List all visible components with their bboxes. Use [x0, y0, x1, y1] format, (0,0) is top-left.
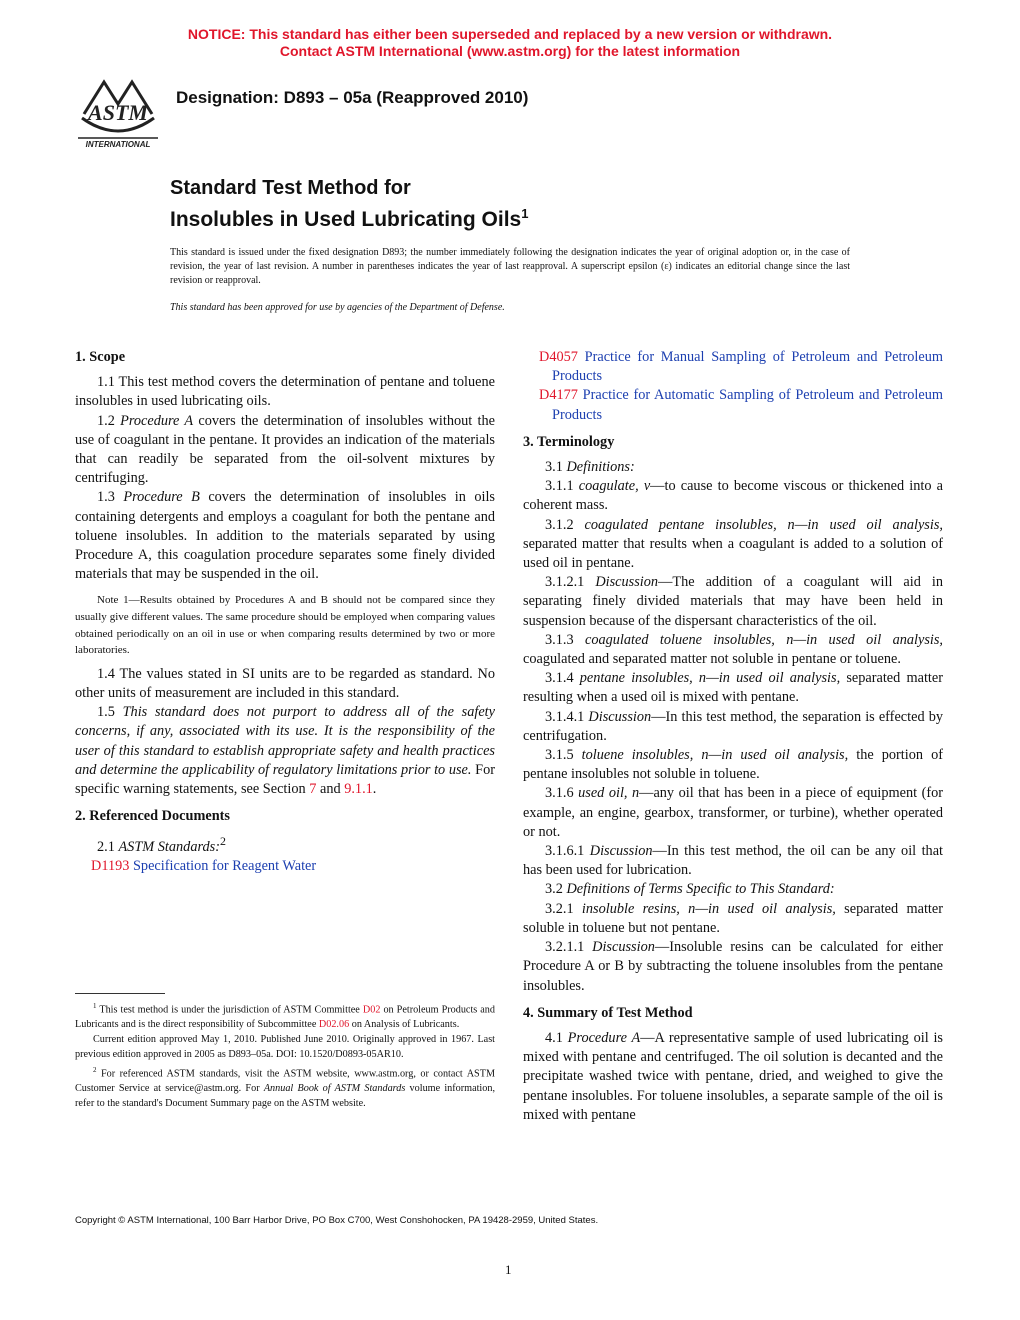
- footnote-1: [75, 999, 495, 1033]
- para-3-1-1: [523, 477, 943, 515]
- para-3-1-5: [523, 746, 943, 784]
- num: 3.1.5: [545, 747, 582, 764]
- para-3-1-2: [523, 516, 943, 574]
- ref-code[interactable]: D4057: [539, 349, 578, 365]
- logo-subtext: INTERNATIONAL: [85, 140, 151, 149]
- em: Procedure B: [123, 489, 200, 506]
- em: coagulate, v: [578, 478, 651, 495]
- num: 3.1.4.1: [545, 708, 589, 725]
- notice-line-2: Contact ASTM International (www.astm.org) for the latest information: [279, 43, 741, 59]
- para-1-1: 1.1 This test method covers the determination of pentane and toluene insolubles in used lubricating oils.: [75, 374, 495, 410]
- text: separated matter that results when a coagulant is added to a solution of used oil in pentane.: [523, 535, 943, 572]
- num: 2.1: [97, 839, 119, 856]
- para-4-1: [523, 1029, 943, 1125]
- text: —A representative sample of used lubricating oil is mixed with pentane and centrifuged. The oil solution is decanted and the precipitate washed twice with pentane, dried, and weighed to give the pentane insolubles. For toluene insolubles, a separate sample of the oil is mixed with pentane: [523, 1029, 943, 1123]
- text: on Analysis of Lubricants.: [349, 1019, 460, 1031]
- reference-d1193[interactable]: [75, 857, 495, 876]
- text: For specific warning statements, see Section: [75, 761, 495, 798]
- fn-mark: 1: [93, 1002, 97, 1010]
- astm-logo-icon: [74, 74, 162, 150]
- num: 1.5: [97, 704, 123, 721]
- para-3-1-6: [523, 784, 943, 842]
- withdrawn-notice: [0, 26, 1020, 60]
- em: Definitions:: [566, 459, 635, 476]
- footnote-1-edition: Current edition approved May 1, 2010. Published June 2010. Originally approved in 1967. Last previous edition approved in 2005 as D893–05a. DOI: 10.1520/D0893-05AR10.: [75, 1033, 495, 1060]
- em: Discussion: [588, 708, 652, 725]
- right-column: [523, 348, 943, 1125]
- para-3-2: [523, 880, 943, 899]
- em: Discussion: [592, 939, 655, 956]
- section-9-1-1-link[interactable]: 9.1.1: [344, 781, 373, 798]
- footnote-2-ref[interactable]: 2: [220, 834, 226, 849]
- para-1-2: [75, 412, 495, 489]
- referenced-documents-heading: 2. Referenced Documents: [75, 808, 230, 825]
- text: and: [316, 781, 345, 798]
- text: separated matter soluble in toluene but not pentane.: [523, 900, 943, 936]
- copyright: Copyright © ASTM International, 100 Barr Harbor Drive, PO Box C700, West Conshohocken, PA 19428-2959, United States.: [75, 1215, 599, 1226]
- title-line-1: Standard Test Method for: [170, 177, 411, 199]
- em: used oil, n: [578, 785, 640, 802]
- text: —to cause to become viscous or thickened into a coherent mass.: [523, 478, 943, 514]
- title-line-2-text: Insolubles in Used Lubricating Oils: [170, 208, 522, 231]
- em: Definitions of Terms Specific to This Standard:: [566, 881, 835, 898]
- logo-letters: ASTM: [88, 100, 148, 125]
- document-title: [170, 176, 528, 232]
- para-3-1: [523, 458, 943, 477]
- ref-title[interactable]: Practice for Automatic Sampling of Petroleum and Petroleum Products: [552, 387, 943, 423]
- num: 1.2: [97, 412, 121, 429]
- text: volume information, refer to the standard's Document Summary page on the ASTM website.: [75, 1082, 495, 1109]
- text: —The addition of a coagulant will aid in separating finely divided materials that may have been held in suspension because of the dispersant characteristics of the oil.: [523, 574, 944, 629]
- para-3-1-6-1: [523, 842, 943, 880]
- para-2-1: [75, 832, 495, 857]
- num: 3.1.6.1: [545, 843, 590, 860]
- text: on Petroleum Products and Lubricants and is the direct responsibility of Subcommittee: [75, 1004, 495, 1031]
- num: 3.1.3: [545, 631, 585, 648]
- num: 3.1: [545, 459, 567, 476]
- text: separated matter resulting when a used oil is mixed with pentane.: [523, 670, 943, 706]
- text: coagulated and separated matter not soluble in pentane or toluene.: [523, 651, 901, 668]
- para-3-2-1-1: [523, 938, 943, 996]
- ref-code[interactable]: D1193: [91, 858, 130, 875]
- em: insoluble resins, n—in used oil analysis,: [581, 900, 836, 917]
- terminology-heading: 3. Terminology: [523, 433, 615, 450]
- title-footnote-ref[interactable]: 1: [521, 206, 529, 221]
- num: 1.3: [97, 489, 124, 506]
- num: 3.1.2: [545, 516, 585, 533]
- num: 3.2: [545, 881, 567, 898]
- em: Procedure A: [120, 412, 194, 429]
- text: —any oil that has been in a piece of equipment (for example, an engine, gearbox, transformer, or turbine), whether operated or not.: [523, 785, 944, 840]
- text: —In this test method, the oil can be any oil that has been used for lubrication.: [523, 843, 944, 879]
- ref-title[interactable]: Specification for Reagent Water: [129, 858, 317, 875]
- num: 3.2.1: [545, 900, 582, 917]
- ref-title[interactable]: Practice for Manual Sampling of Petroleum and Petroleum Products: [552, 349, 943, 385]
- em: Discussion: [589, 843, 653, 860]
- issue-statement: This standard is issued under the fixed designation D893; the number immediately following the designation indicates the year of original adoption or, in the case of revision, the year of last revision. A number in parentheses indicates the year of last reapproval. A superscript epsilon (ε) indicates an editorial change since the last revision or reapproval.: [170, 247, 850, 286]
- em: Procedure A: [567, 1029, 641, 1046]
- em: coagulated pentane insolubles, n—in used oil analysis,: [584, 516, 943, 533]
- em: ASTM Standards:: [118, 839, 220, 856]
- reference-d4057[interactable]: [523, 348, 943, 386]
- para-3-1-2-1: [523, 573, 943, 631]
- num: 4.1: [545, 1029, 568, 1046]
- para-3-2-1: [523, 900, 943, 938]
- num: 3.1.4: [545, 670, 580, 687]
- num: 3.1.2.1: [545, 574, 596, 591]
- fn-mark: 2: [93, 1065, 97, 1074]
- subcommittee-d02-06-link[interactable]: D02.06: [318, 1019, 350, 1031]
- scope-heading: 1. Scope: [75, 349, 126, 365]
- em: pentane insolubles, n—in used oil analysis,: [579, 670, 841, 687]
- page-number: 1: [505, 1262, 512, 1277]
- para-1-4: 1.4 The values stated in SI units are to be regarded as standard. No other units of measurement are included in this standard.: [75, 665, 495, 702]
- section-7-link[interactable]: 7: [309, 781, 317, 798]
- summary-heading: 4. Summary of Test Method: [523, 1004, 693, 1021]
- para-3-1-3: [523, 631, 943, 669]
- text: .: [372, 781, 377, 798]
- text: —Insoluble resins can be calculated for either Procedure A or B by subtracting the toluene insolubles from the pentane insolubles.: [523, 939, 944, 994]
- em: Discussion: [595, 574, 659, 591]
- num: 3.1.1: [545, 478, 579, 495]
- text: covers the determination of insolubles in oils containing detergents and employs a coagulant for both the pentane and toluene insolubles. In addition to the materials separated by using Procedure A, this coagulation procedure separates some finely divided materials that may be suspended in the oil.: [75, 489, 495, 583]
- em: Annual Book of ASTM Standards: [263, 1082, 406, 1094]
- notice-line-1: NOTICE: This standard has either been superseded and replaced by a new version or withdrawn.: [187, 26, 833, 42]
- footnote-2: [75, 1063, 495, 1112]
- committee-d02-link[interactable]: D02: [362, 1004, 381, 1016]
- note-1: Note 1—Results obtained by Procedures A and B should not be compared since they usually give different values. The same procedure should be employed when comparing values obtained periodically on an oil in use or when comparing results determined by two or more laboratories.: [75, 594, 495, 657]
- reference-d4177[interactable]: [523, 386, 943, 424]
- em: toluene insolubles, n—in used oil analysis,: [581, 747, 849, 764]
- para-1-3: [75, 488, 495, 584]
- em: This standard does not purport to address all of the safety concerns, if any, associated with its use. It is the responsibility of the user of this standard to establish appropriate safety and health practices and determine the applicability of regulatory limitations prior to use.: [75, 704, 495, 778]
- title-line-2: [170, 201, 528, 232]
- text: This test method is under the jurisdiction of ASTM Committee: [96, 1004, 363, 1016]
- approved-statement: This standard has been approved for use by agencies of the Department of Defense.: [170, 302, 505, 313]
- em: coagulated toluene insolubles, n—in used oil analysis,: [584, 631, 944, 648]
- num: 3.1.6: [545, 785, 579, 802]
- text: the portion of pentane insolubles not soluble in toluene.: [523, 747, 943, 783]
- designation: Designation: D893 – 05a (Reapproved 2010): [176, 88, 529, 107]
- ref-code[interactable]: D4177: [539, 387, 578, 404]
- left-column: [75, 348, 495, 877]
- footnote-rule: [75, 993, 165, 994]
- text: covers the determination of insolubles without the use of coagulant in the pentane. It provides an indication of the materials that can readily be separated from the oil-solvent mixtures by centrifuging.: [75, 412, 495, 487]
- para-1-5: [75, 703, 495, 799]
- para-3-1-4: [523, 669, 943, 707]
- footnotes: [75, 999, 495, 1111]
- num: 3.2.1.1: [545, 939, 593, 956]
- para-3-1-4-1: [523, 708, 943, 746]
- text: For referenced ASTM standards, visit the ASTM website, www.astm.org, or contact ASTM Customer Service at service@astm.org. For: [75, 1067, 495, 1094]
- text: —In this test method, the separation is effected by centrifugation.: [523, 708, 943, 744]
